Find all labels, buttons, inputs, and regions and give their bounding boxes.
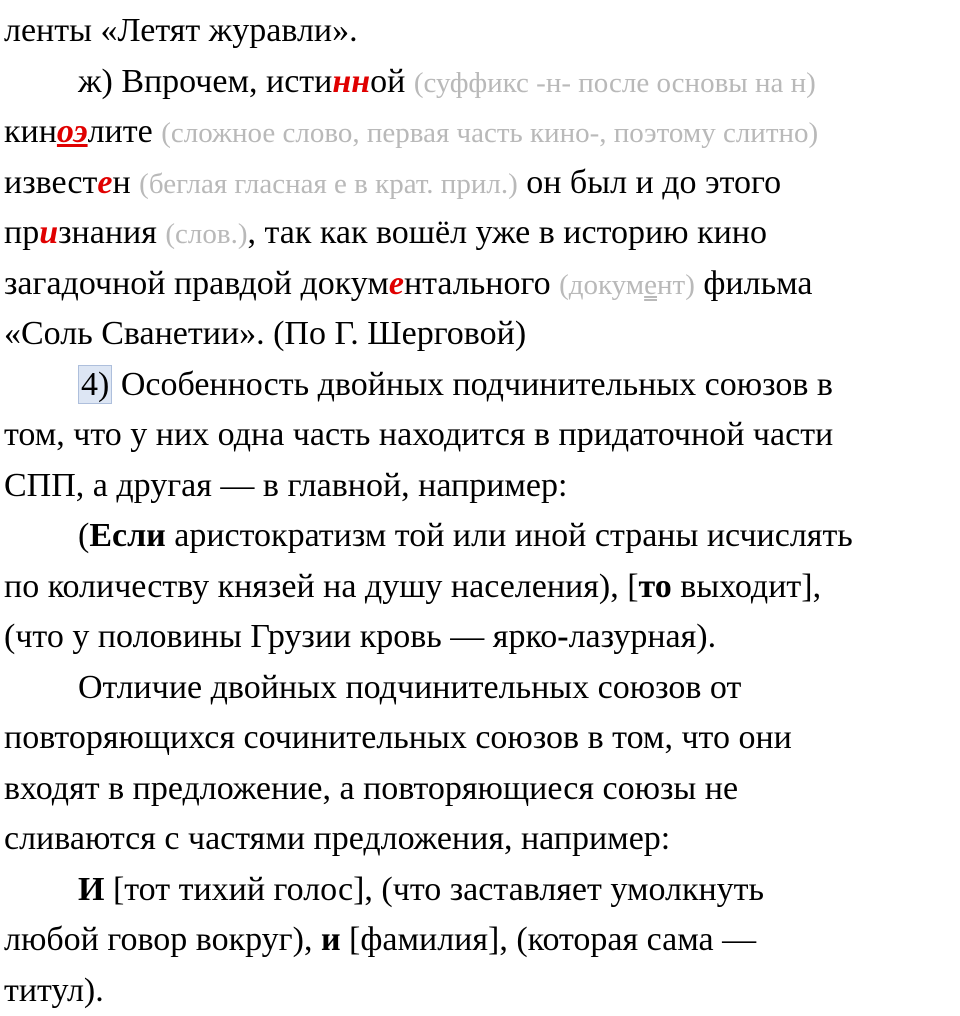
text-span: знания bbox=[58, 214, 165, 251]
conjunction-bold: и bbox=[321, 921, 341, 958]
text-line-14 bbox=[4, 663, 954, 714]
grammar-hint: (слов.) bbox=[165, 218, 247, 250]
text-span: загадочной правдой докум bbox=[4, 265, 389, 302]
item-number-selected[interactable]: 4) bbox=[78, 365, 112, 404]
grammar-hint: (суффикс -н- после основы на н) bbox=[414, 67, 816, 99]
text-span: титул). bbox=[4, 972, 104, 1009]
hint-part: (докум bbox=[559, 269, 644, 301]
text-line-17 bbox=[4, 814, 954, 865]
grammar-hint bbox=[559, 269, 695, 301]
text-span: лазурная). bbox=[569, 618, 717, 655]
text-span: нтального bbox=[404, 265, 559, 302]
highlighted-letters: нн bbox=[332, 63, 370, 100]
text-span: ж) Впрочем, исти bbox=[78, 63, 332, 100]
text-span: ленты «Летят журавли». bbox=[4, 12, 358, 49]
text-line-10 bbox=[4, 461, 954, 512]
text-span: фильма bbox=[695, 265, 813, 302]
highlighted-letters: и bbox=[39, 214, 58, 251]
text-span: выходит], bbox=[672, 568, 821, 605]
text-span: [тот тихий голос], (что заставляет умолкнуть bbox=[104, 871, 764, 908]
text-line-5 bbox=[4, 208, 954, 259]
text-line-3 bbox=[4, 107, 954, 158]
hyphen-bold: - bbox=[557, 618, 568, 655]
text-span: том, что у них одна часть находится в придаточной части bbox=[4, 416, 833, 453]
text-span: , так как вошёл уже в историю кино bbox=[247, 214, 767, 251]
text-span: ой bbox=[370, 63, 414, 100]
text-line-18 bbox=[4, 865, 954, 916]
highlighted-letters: е bbox=[389, 265, 404, 302]
text-line-12 bbox=[4, 562, 954, 613]
text-line-9 bbox=[4, 410, 954, 461]
text-span: ( bbox=[78, 517, 89, 554]
text-span: «Соль Сванетии». (По Г. Шерговой) bbox=[4, 315, 526, 352]
text-span: повторяющихся сочинительных союзов в том, что они bbox=[4, 719, 792, 756]
text-line-15 bbox=[4, 713, 954, 764]
text-span: Отличие двойных подчинительных союзов от bbox=[78, 669, 741, 706]
highlighted-letters: оэ bbox=[57, 113, 88, 150]
grammar-hint: (сложное слово, первая часть кино-, поэтому слитно) bbox=[161, 117, 818, 149]
text-line-11 bbox=[4, 511, 954, 562]
text-span: сливаются с частями предложения, например: bbox=[4, 820, 670, 857]
text-span: пр bbox=[4, 214, 39, 251]
text-span: любой говор вокруг), bbox=[4, 921, 321, 958]
highlighted-letters: е bbox=[97, 164, 112, 201]
text-line-1 bbox=[4, 6, 954, 57]
text-span: извест bbox=[4, 164, 97, 201]
hint-underlined-letter: е bbox=[644, 269, 657, 301]
conjunction-bold: И bbox=[78, 871, 104, 908]
text-line-6 bbox=[4, 259, 954, 310]
conjunction-bold: то bbox=[639, 568, 672, 605]
text-line-20 bbox=[4, 966, 954, 1016]
text-span: по количеству князей на душу населения), [ bbox=[4, 568, 639, 605]
text-line-7 bbox=[4, 309, 954, 360]
text-line-19 bbox=[4, 915, 954, 966]
text-span: н bbox=[112, 164, 139, 201]
text-span: аристократизм той или иной страны исчислять bbox=[166, 517, 853, 554]
text-line-4 bbox=[4, 158, 954, 209]
text-span: СПП, а другая — в главной, например: bbox=[4, 467, 567, 504]
text-span: кин bbox=[4, 113, 57, 150]
text-line-13 bbox=[4, 612, 954, 663]
text-span: (что у половины Грузии кровь — ярко bbox=[4, 618, 557, 655]
text-span: лите bbox=[88, 113, 162, 150]
text-line-8 bbox=[4, 360, 954, 411]
text-span: [фамилия], (которая сама — bbox=[341, 921, 757, 958]
text-span: он был и до этого bbox=[518, 164, 781, 201]
text-line-16 bbox=[4, 764, 954, 815]
grammar-hint: (беглая гласная е в крат. прил.) bbox=[139, 168, 518, 200]
text-line-2 bbox=[4, 57, 954, 108]
conjunction-bold: Если bbox=[89, 517, 165, 554]
text-span: Особенность двойных подчинительных союзов в bbox=[112, 366, 833, 403]
hint-part: нт) bbox=[657, 269, 695, 301]
text-span: входят в предложение, а повторяющиеся союзы не bbox=[4, 770, 738, 807]
